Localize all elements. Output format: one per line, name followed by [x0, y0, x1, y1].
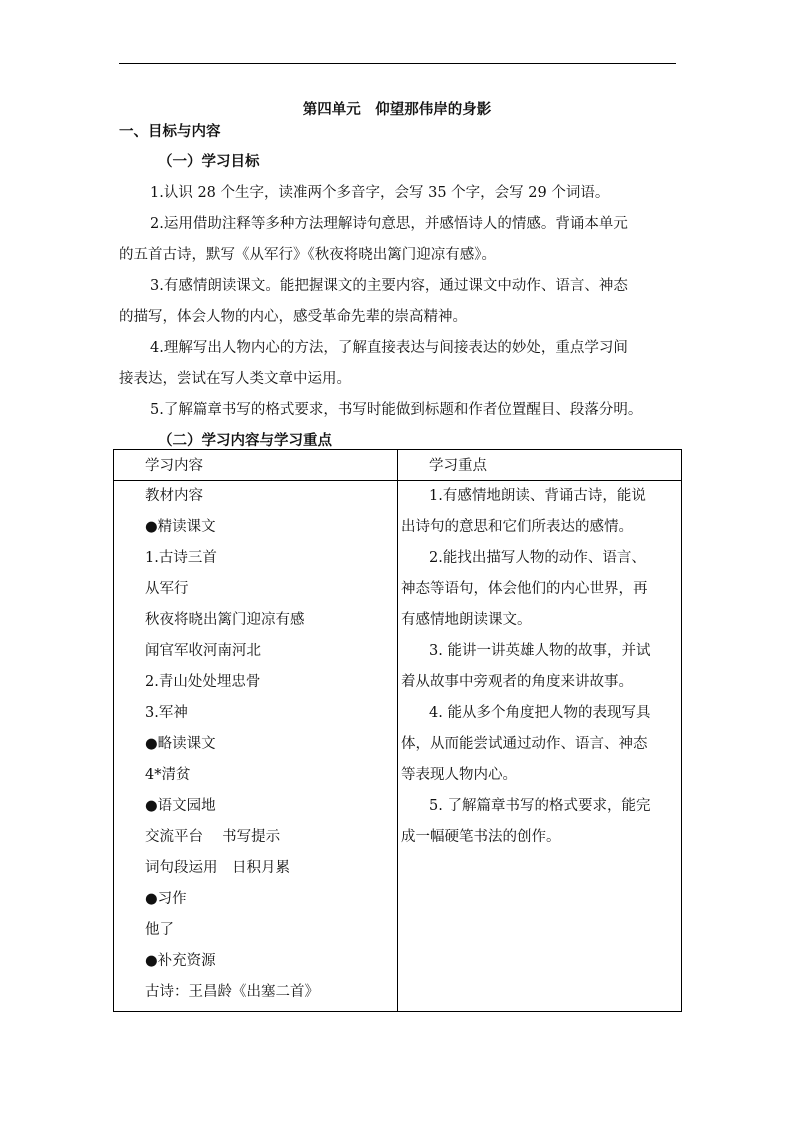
focus-line: 有感情地朗读课文。: [401, 612, 532, 628]
table-header-row: [114, 450, 682, 481]
content-line: 教材内容: [145, 488, 203, 504]
content-line: 闻官军收河南河北: [145, 643, 261, 659]
goal-line-3: 3.有感情朗读课文。能把握课文的主要内容，通过课文中动作、语言、神态: [150, 278, 628, 294]
content-line: 词句段运用 日积月累: [145, 860, 290, 876]
unit-title: 第四单元 仰望那伟岸的身影: [302, 101, 492, 118]
content-line: ●语文园地: [145, 798, 216, 814]
table-header-focus: [398, 450, 682, 481]
content-focus-table: [113, 449, 682, 1012]
focus-line: 等表现人物内心。: [401, 767, 517, 783]
subheading-content-focus: （二）学习内容与学习重点: [158, 433, 332, 449]
goal-line-2: 2.运用借助注释等多种方法理解诗句意思，并感悟诗人的情感。背诵本单元: [150, 216, 628, 232]
content-line: ●精读课文: [145, 519, 216, 535]
content-line: ●补充资源: [145, 953, 216, 969]
focus-line: 出诗句的意思和它们所表达的感情。: [401, 519, 633, 535]
focus-line: 2.能找出描写人物的动作、语言、: [429, 550, 646, 566]
content-line: 交流平台 书写提示: [145, 829, 281, 845]
content-line: ●习作: [145, 891, 187, 907]
focus-line: 着从故事中旁观者的角度来讲故事。: [401, 674, 633, 690]
content-line: 从军行: [145, 581, 189, 597]
focus-line: 神态等语句，体会他们的内心世界，再: [401, 581, 648, 597]
col1-header: 学习内容: [145, 458, 203, 474]
goal-line-1: 1.认识 28 个生字，读准两个多音字，会写 35 个字，会写 29 个词语。: [150, 185, 610, 201]
content-line: ●略读课文: [145, 736, 216, 752]
focus-line: 1.有感情地朗读、背诵古诗，能说: [429, 488, 646, 504]
content-line: 古诗：王昌龄《出塞二首》: [145, 984, 319, 1000]
section-heading-goals-content: 一、目标与内容: [119, 124, 221, 140]
goal-line-4-cont: 接表达，尝试在写人类文章中运用。: [119, 371, 351, 387]
focus-line: 体，从而能尝试通过动作、语言、神态: [401, 736, 648, 752]
table-cell-focus: [398, 481, 682, 1012]
content-line: 他了: [145, 922, 174, 938]
content-line: 3.军神: [145, 705, 188, 721]
subheading-learning-goals: （一）学习目标: [158, 154, 260, 170]
content-line: 2.青山处处埋忠骨: [145, 674, 261, 690]
table-cell-content: [114, 481, 398, 1012]
goal-line-3-cont: 的描写，体会人物的内心，感受革命先辈的崇高精神。: [119, 309, 467, 325]
focus-line: 5. 了解篇章书写的格式要求，能完: [429, 798, 651, 814]
focus-line: 成一幅硬笔书法的创作。: [401, 829, 561, 845]
goal-line-2-cont: 的五首古诗，默写《从军行》《秋夜将晓出篱门迎凉有感》。: [119, 247, 496, 263]
focus-line: 4. 能从多个角度把人物的表现写具: [429, 705, 651, 721]
focus-line: 3. 能讲一讲英雄人物的故事，并试: [429, 643, 651, 659]
content-line: 4*清贫: [145, 767, 191, 783]
table-header-content: [114, 450, 398, 481]
goal-line-4: 4.理解写出人物内心的方法，了解直接表达与间接表达的妙处，重点学习间: [150, 340, 628, 356]
table-row: [114, 481, 682, 1012]
content-line: 秋夜将晓出篱门迎凉有感: [145, 612, 305, 628]
content-line: 1.古诗三首: [145, 550, 217, 566]
header-rule: [119, 63, 676, 64]
col2-header: 学习重点: [429, 458, 487, 474]
goal-line-5: 5.了解篇章书写的格式要求，书写时能做到标题和作者位置醒目、段落分明。: [150, 402, 643, 418]
